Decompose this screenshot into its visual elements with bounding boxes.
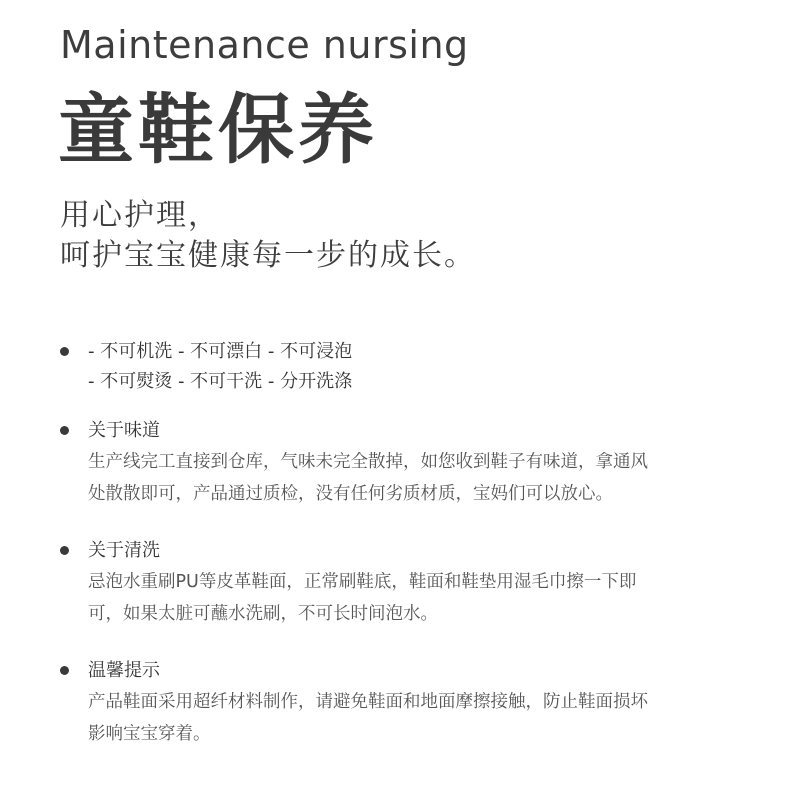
slogan-line-1: 用心护理，: [60, 198, 220, 233]
section-body: [88, 686, 740, 750]
section-body: [88, 446, 740, 510]
section-title: 关于清洗: [88, 540, 160, 561]
section-line: 产品鞋面采用超纤材料制作，请避免鞋面和地面摩擦接触，防止鞋面损坏: [88, 692, 648, 712]
care-rules-section: [60, 337, 740, 397]
care-rule-line-1: - 不可机洗 - 不可漂白 - 不可浸泡: [88, 341, 353, 362]
bullet-icon: [60, 347, 69, 356]
title-english: Maintenance nursing: [60, 23, 469, 67]
section-line: 忌泡水重刷PU等皮革鞋面，正常刷鞋底，鞋面和鞋垫用湿毛巾擦一下即: [88, 572, 637, 592]
bullet-icon: [60, 546, 69, 555]
care-rule-line-2: - 不可熨烫 - 不可干洗 - 分开洗涤: [88, 371, 353, 392]
section-smell: [60, 416, 740, 510]
section-cleaning: [60, 536, 740, 630]
section-line: 可，如果太脏可蘸水洗刷，不可长时间泡水。: [88, 604, 438, 624]
slogan: [60, 196, 476, 276]
section-line: 生产线完工直接到仓库，气味未完全散掉，如您收到鞋子有味道，拿通风: [88, 452, 648, 472]
section-line: 处散散即可，产品通过质检，没有任何劣质材质，宝妈们可以放心。: [88, 484, 613, 504]
section-title: 温馨提示: [88, 660, 160, 681]
section-line: 影响宝宝穿着。: [88, 724, 211, 744]
care-rules-list: [88, 337, 740, 397]
section-title: 关于味道: [88, 420, 160, 441]
slogan-line-2: 呵护宝宝健康每一步的成长。: [60, 238, 476, 273]
section-tips: [60, 656, 740, 750]
section-body: [88, 566, 740, 630]
bullet-icon: [60, 666, 69, 675]
title-chinese: 童鞋保养: [58, 85, 378, 174]
bullet-icon: [60, 426, 69, 435]
